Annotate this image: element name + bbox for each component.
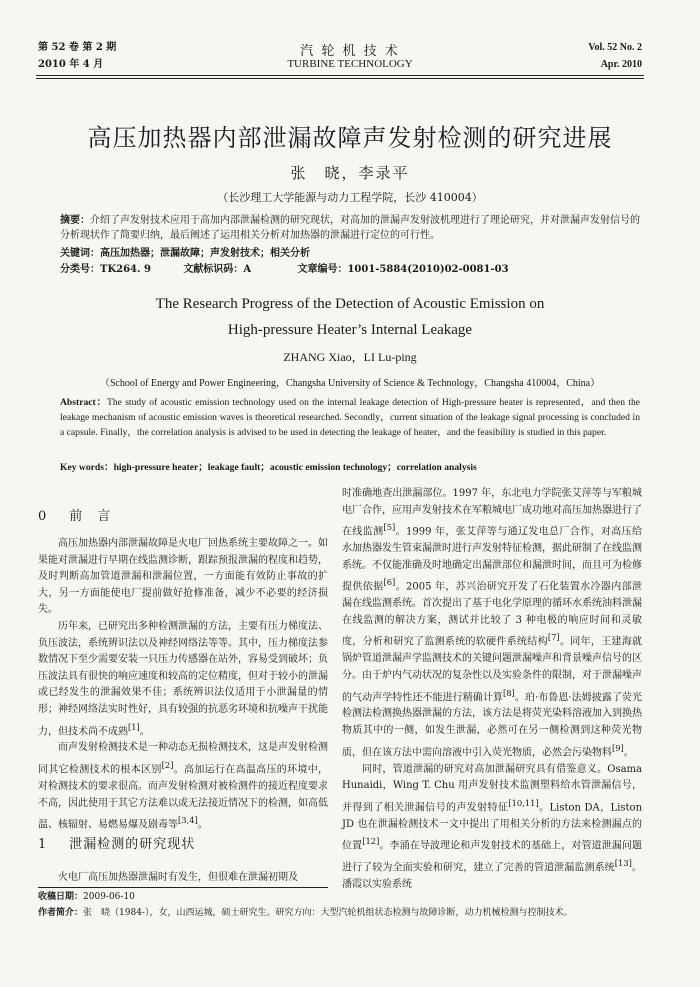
citation: [9]: [612, 742, 624, 753]
section-1-number: 1: [38, 837, 48, 852]
author-bio: 张 晓（1984-），女，山西运城，硕士研究生。研究方向：大型汽轮机组状态检测与故障诊断，动力机械检测与控制技术。: [83, 908, 573, 918]
authors-en: ZHANG Xiao，LI Lu-ping: [283, 350, 417, 364]
header-rule: [36, 75, 644, 76]
right-p1-text-2: 。1999 年，张艾萍等与通辽发电总厂合作，对高压给水加热器发生管束漏泄时进行声发射特征检测，据此研制了在线监测系统。不仅能准确及时地确定出漏泄部位和漏泄时间，而且可为检修提供依据: [342, 526, 643, 593]
class-no-label: 分类号：: [60, 264, 100, 275]
classification-line: [60, 262, 642, 277]
header-volume-en: Vol. 52 No. 2: [588, 42, 642, 53]
section-0-number: 0: [38, 509, 48, 524]
affiliation-en: （School of Energy and Power Engineering，Changsha University of Science & Technology，Changsha 410004，China）: [99, 378, 601, 389]
citation: [5]: [383, 522, 396, 533]
keywords-cn-text: 高压加热器；泄漏故障；声发射技术；相关分析: [100, 248, 310, 259]
keywords-cn-label: 关键词：: [60, 248, 100, 259]
received-label: 收稿日期：: [38, 892, 84, 902]
left-p2-text: 历年来，已研究出多种检测泄漏的方法，主要有压力梯度法、负压波法，系统辨识法以及神经网络法等等。其中，压力梯度法参数情况下至少需要安装一只压力传感器在站外，容易受到破坏；负压波法具有很快的响应速度和较高的定位精度，但对于较小的泄漏或已经发生的泄漏效果不佳；系统辨识法仪适用于小泄漏量的情形；神经网络法实时性好，具有较强的抗恶劣环境和抗噪声干扰能力，但技术尚不成熟: [38, 620, 328, 737]
authors-cn: 张 晓，李录平: [290, 164, 410, 182]
right-column-body: [342, 486, 642, 894]
affiliation-cn: （长沙理工大学能源与动力工程学院，长沙 410004）: [217, 191, 483, 204]
right-p1-text-4: 。同年，王建海就锅炉管道泄漏声学监测技术的关键问题泄漏噪声和背景噪声信号的区分。由于炉内气动状况的复杂性以及实验条件的限制，对于泄漏噪声的气动声学特性还不能进行精确计算: [342, 636, 642, 703]
right-p2-text: 同时，管道泄漏的研究对高加泄漏研究具有借鉴意义。Osama Hunaidi，Wing T. Chu 用声发射技术监测塑料给水管泄漏信号，并得到了相关泄漏信号的声发射特征: [342, 763, 642, 814]
doc-code-label: 文献标识码：: [183, 264, 244, 275]
citation: [10,11]: [508, 797, 539, 808]
left-p3-end: 。: [197, 819, 208, 831]
keywords-en-text: high-pressure heater；leakage fault；acoustic emission technology；correlation analysis: [113, 462, 477, 473]
left-p3-text: 而声发射检测技术是一种动态无损检测技术，这是声发射检测同其它检测技术的根本区别: [38, 742, 328, 776]
left-paragraph-4: 火电厂高压加热器泄漏时有发生，但很难在泄漏初期及: [58, 872, 298, 883]
right-p2-text-4: 。潘霞以实验系统: [342, 862, 643, 891]
page-title-en-line1: The Research Progress of the Detection of Acoustic Emission on: [155, 296, 545, 312]
page-title-en-line2: High-pressure Heater’s Internal Leakage: [227, 322, 473, 338]
section-0-heading: [38, 505, 111, 524]
article-no-value: 1001-5884(2010)02-0081-03: [347, 264, 509, 275]
right-p2-text-2: 。Liston DA，Liston JD 也在泄漏检测技术一文中提出了用相关分析的方法来检测漏点的位置: [342, 802, 643, 852]
header-volume-cn: 第 52 卷 第 2 期: [38, 42, 117, 53]
keywords-en-label: Key words：: [60, 462, 114, 473]
left-paragraph-1: 高压加热器内部泄漏故障是火电厂回热系统主要故障之一。如果能对泄漏进行早期在线监测诊断，跟踪预报泄漏的程度和趋势，及时判断高加管道泄漏和泄漏位置，一方面能有效防止事故的扩大，另一方面能使电厂提前做好抢修准备，减少不必要的经济损失。: [38, 538, 328, 616]
received-date: 2009-06-10: [83, 892, 135, 902]
left-column-last-line: [38, 870, 328, 887]
header-journal-cn: 汽 轮 机 技 术: [300, 44, 400, 59]
left-column-body: [38, 536, 328, 834]
section-1-title: 泄漏检测的研究现状: [69, 837, 196, 852]
abstract-cn-text: 介绍了声发射技术应用于高加内部泄漏检测的研究现状，对高加的泄漏声发射波机理进行了理论研究，并对泄漏声发射信号的分析现状作了简要归纳，最后阐述了运用相关分析对加热器的泄漏进行定位的可行性。: [60, 215, 640, 241]
abstract-cn-label: 摘要：: [60, 215, 90, 226]
right-p1-text-5: 。珀·布鲁恩·法姆披露了荧光检测法检测换热器泄漏的方法，该方法是将荧光染料溶液加入到换热物质其中的一侧，如发生泄漏，必然可在另一侧检测到这种荧光物质，但在该方法中需向溶液中引入荧光物质，必然会污染物料: [342, 691, 642, 758]
footnote-author: [38, 906, 638, 921]
keywords-cn: [60, 246, 642, 261]
section-0-title: 前 言: [69, 509, 112, 524]
class-no-value: TK264. 9: [100, 264, 151, 275]
header-date-cn: 2010 年 4 月: [38, 59, 104, 70]
author-bio-label: 作者简介：: [38, 908, 84, 918]
right-p1-text: 时准确地查出泄漏部位。1997 年，东北电力学院张艾萍等与军粮城电厂合作，应用声发射技术在军粮城电厂成功地对高压加热器进行了在线监测: [342, 488, 642, 538]
right-p1-end: 。: [623, 746, 634, 758]
left-paragraph-3: [38, 740, 328, 834]
right-paragraph-1: [342, 486, 642, 762]
section-1-heading: [38, 833, 195, 852]
article-no-label: 文章编号：: [297, 264, 348, 275]
right-p2-text-3: 。李涌在导波理论和声发射技术的基础上，对管道泄漏问题进行了较为全面实验和研究，建立了完善的管道泄漏监测系统: [342, 840, 643, 874]
header-journal-en: TURBINE TECHNOLOGY: [287, 58, 413, 70]
footnote-rule: [38, 887, 328, 888]
keywords-en: [60, 459, 640, 473]
left-p2-end: 。: [139, 725, 150, 737]
abstract-en-label: Abstract：: [60, 397, 108, 408]
citation: [8]: [502, 687, 515, 698]
footnote-received: [38, 890, 638, 905]
abstract-en-text: The study of acoustic emission technology used on the internal leakage detection of High-pressure heater is represented，and then the leakage mechanism of acoustic emission waves is theoretical researched. Secondly，current situation of the leakage signal processing is concluded in a capsule. Finally，the correlation analysis is advised to be used in detecting the leakage of heater，and the feasibility is studied in this paper.: [60, 397, 640, 438]
citation: [3,4]: [178, 815, 198, 826]
header-rule-2: [36, 78, 644, 79]
citation: [1]: [128, 721, 140, 732]
left-paragraph-2: [38, 619, 328, 740]
abstract-en: [60, 396, 640, 440]
doc-code-value: A: [243, 264, 252, 275]
abstract-cn: [60, 213, 642, 243]
right-p1-text-3: 。2005 年，苏兴治研究开发了石化装置水冷器内部泄漏在线监测系统。首次提出了基于电化学原理的循环水系统油料泄漏在线监测的解决方案，测试并比较了 3 种电极的响应时间和灵敏度，分析和研究了监测系统的软硬件系统结构: [342, 581, 643, 648]
page-title-en: [0, 291, 700, 343]
citation: [12]: [362, 836, 380, 847]
citation: [2]: [161, 760, 174, 771]
citation: [6]: [383, 577, 396, 588]
header-date-en: Apr. 2010: [600, 59, 642, 70]
right-paragraph-2: [342, 762, 642, 894]
left-p3-text-2: 。高加运行在高温高压的环境中，对检测技术的要求很高。而声发射检测对被检测件的接近程度要求不高，因此使用于其它方法难以或无法接近情况下的检测，如高低温、核辐射、易燃易爆及剧毒等: [38, 764, 329, 831]
page-title-cn: 高压加热器内部泄漏故障声发射检测的研究进展: [87, 124, 613, 152]
citation: [7]: [547, 632, 560, 643]
citation: [13]: [614, 858, 632, 869]
